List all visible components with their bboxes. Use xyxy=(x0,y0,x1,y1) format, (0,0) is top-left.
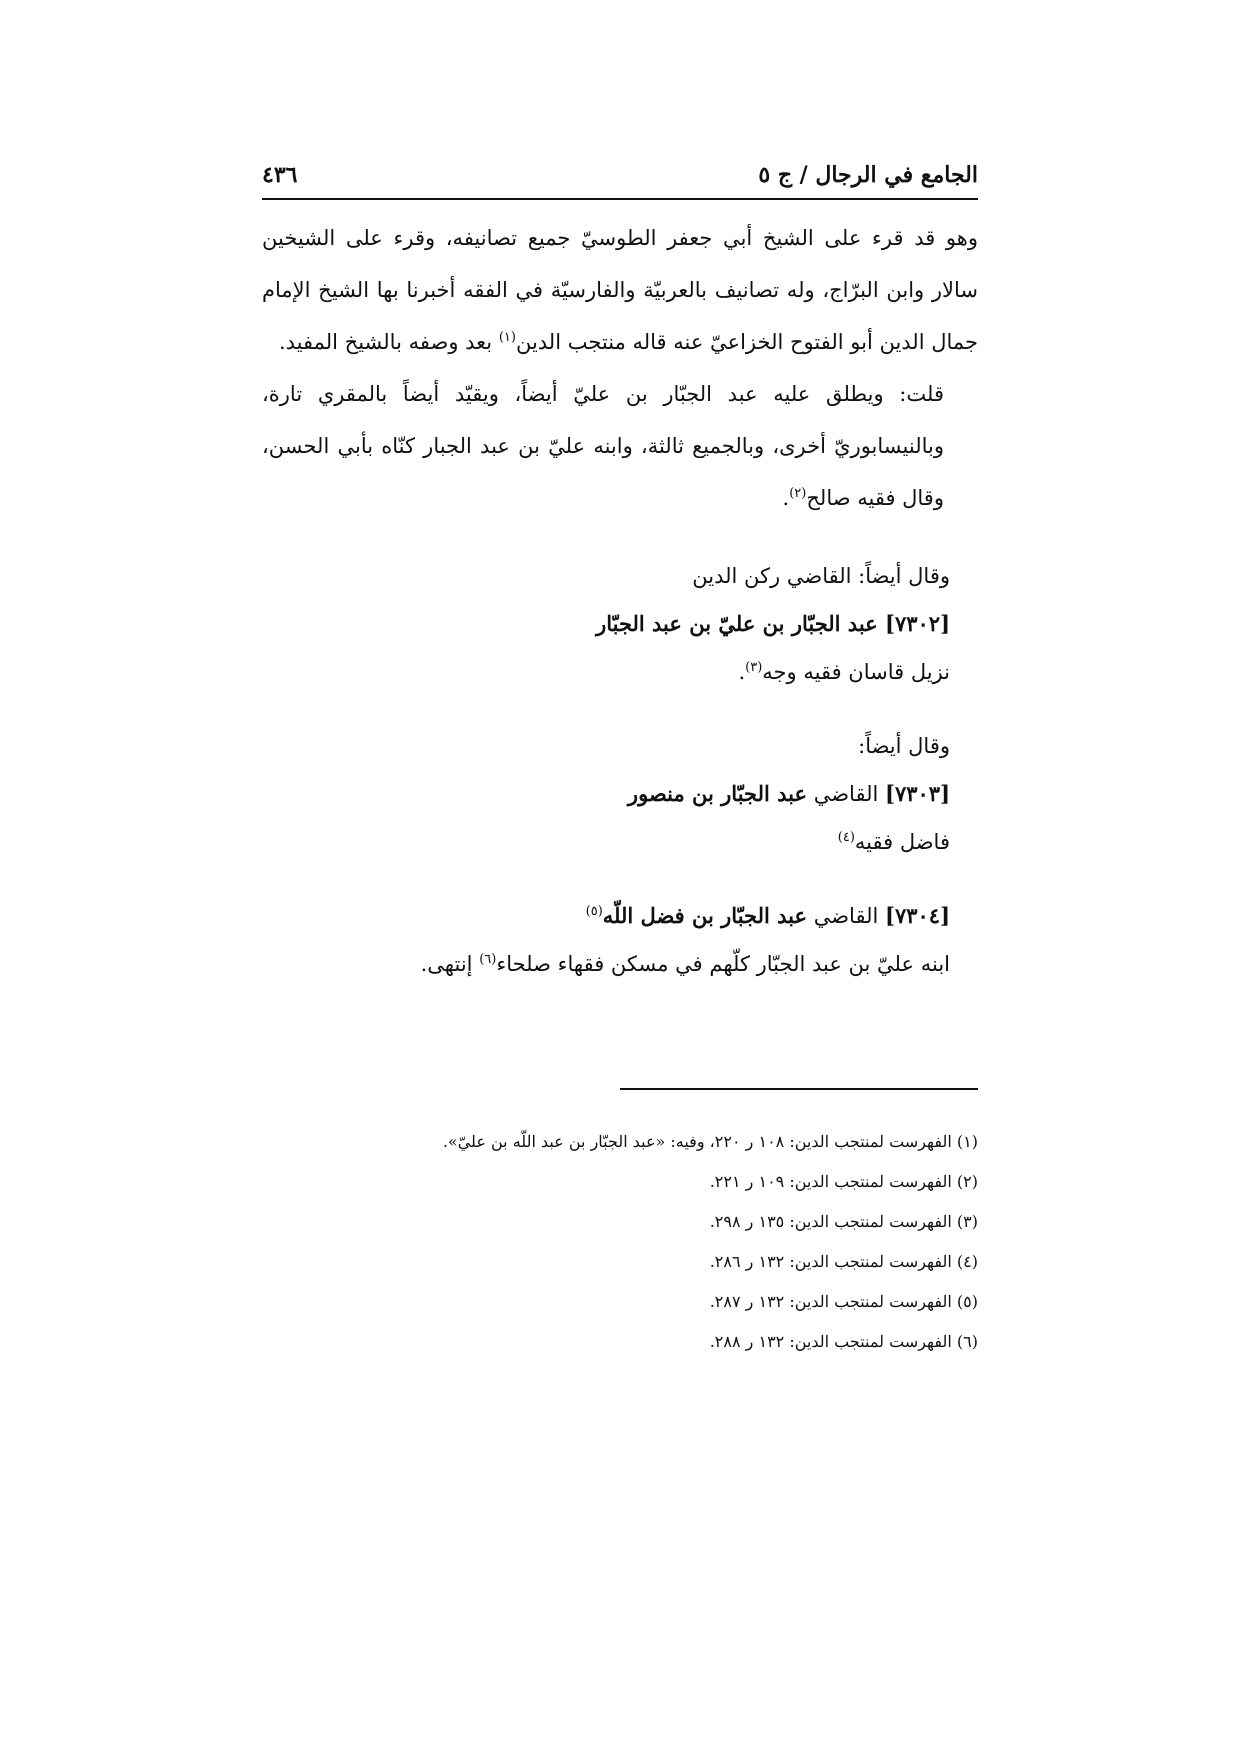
entry-7304-desc-text: ابنه عليّ بن عبد الجبّار كلّهم في مسكن فقهاء صلحاء xyxy=(496,952,950,976)
paragraph-2 xyxy=(262,368,978,524)
footnote-divider xyxy=(620,1088,978,1090)
footnote-2: (٢) الفهرست لمنتجب الدين: ١٠٩ ر ٢٢١. xyxy=(709,1172,978,1191)
footnote-5: (٥) الفهرست لمنتجب الدين: ١٣٢ ر ٢٨٧. xyxy=(709,1292,978,1311)
footnote-3: (٣) الفهرست لمنتجب الدين: ١٣٥ ر ٢٩٨. xyxy=(709,1212,978,1231)
paragraph-1 xyxy=(262,212,978,368)
footnote-1: (١) الفهرست لمنتجب الدين: ١٠٨ ر ٢٢٠، وفيه: «عبد الجبّار بن عبد اللّه بن عليّ». xyxy=(442,1132,978,1151)
entry-intro-2: وقال أيضاً: xyxy=(858,734,950,758)
spacer xyxy=(262,696,978,722)
entry-7303-name: عبد الجبّار بن منصور xyxy=(627,781,808,806)
header-divider xyxy=(262,198,978,200)
biography-entries xyxy=(262,552,978,988)
paragraph-1-tail: بعد وصفه بالشيخ المفيد. xyxy=(278,330,499,354)
entry-7302-heading xyxy=(262,600,978,648)
entry-7302-desc-text: نزيل قاسان فقيه وجه xyxy=(762,660,950,684)
entry-intro-1: وقال أيضاً: القاضي ركن الدين xyxy=(692,564,950,588)
book-title: الجامع في الرجال / ج ٥ xyxy=(758,162,978,188)
entry-7304-prefix: القاضي xyxy=(813,904,879,928)
paragraph-2-tail: . xyxy=(782,486,790,510)
body-text xyxy=(262,212,978,524)
footnotes xyxy=(262,1122,978,1362)
footnote-ref-3: (٣) xyxy=(745,660,763,675)
spacer xyxy=(262,866,978,892)
entry-7302-desc-end: . xyxy=(738,660,746,684)
entry-7302-description xyxy=(262,648,978,696)
footnote-4: (٤) الفهرست لمنتجب الدين: ١٣٢ ر ٢٨٦. xyxy=(709,1252,978,1271)
entry-7303-heading xyxy=(262,770,978,818)
paragraph-2-text: قلت: ويطلق عليه عبد الجبّار بن عليّ أيضاً، ويقيّد أيضاً بالمقري تارة، وبالنيسابوريّ أخرى، وبالجميع ثالثة، وابنه عليّ بن عبد الجبار كنّاه بأبي الحسن، وقال فقيه صالح xyxy=(262,382,944,510)
entry-7302-name: عبد الجبّار بن عليّ بن عبد الجبّار xyxy=(596,611,878,636)
paragraph-1-text: وهو قد قرء على الشيخ أبي جعفر الطوسيّ جميع تصانيفه، وقرء على الشيخين سالار وابن البرّاج، وله تصانيف بالعربيّة والفارسيّة في الفقه أخبرنا بها الشيخ الإمام جمال الدين أبو الفتوح الخزاعيّ عنه قاله منتجب الدين xyxy=(262,226,978,354)
footnote-ref-4: (٤) xyxy=(837,830,855,845)
footnote-ref-1: (١) xyxy=(498,330,516,345)
entry-7304-name: عبد الجبّار بن فضل اللّه xyxy=(602,903,808,928)
entry-7304-desc-end: إنتهى. xyxy=(420,952,480,976)
entry-7303-description xyxy=(262,818,978,866)
page-number: ٤٣٦ xyxy=(262,162,298,188)
entry-7302-number: [٧٣٠٢] xyxy=(885,611,950,636)
entry-7304-description xyxy=(262,940,978,988)
footnote-ref-6: (٦) xyxy=(479,952,497,967)
entry-7304-number: [٧٣٠٤] xyxy=(885,903,950,928)
entry-7303-desc-text: فاضل فقيه xyxy=(854,830,950,854)
footnote-ref-2: (٢) xyxy=(789,486,807,501)
footnote-ref-5: (٥) xyxy=(585,904,603,919)
entry-7303-number: [٧٣٠٣] xyxy=(885,781,950,806)
entry-7304-heading xyxy=(262,892,978,940)
running-header xyxy=(262,155,978,195)
entry-7303-prefix: القاضي xyxy=(813,782,879,806)
footnote-6: (٦) الفهرست لمنتجب الدين: ١٣٢ ر ٢٨٨. xyxy=(709,1332,978,1351)
